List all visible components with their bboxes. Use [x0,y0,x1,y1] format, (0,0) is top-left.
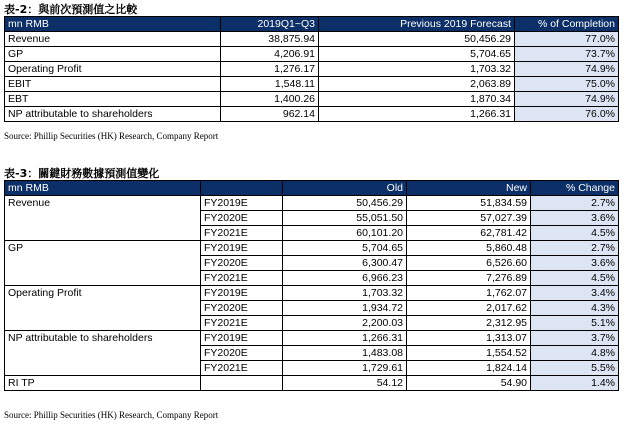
row-new: 1,824.14 [407,361,531,376]
table-header-row [5,17,619,32]
row-item: Operating Profit [5,286,201,301]
row-forecast: 1,266.31 [319,107,515,122]
table-row [5,331,619,346]
row-actual: 1,548.11 [221,77,319,92]
row-old: 55,051.50 [283,211,407,226]
row-old: 1,703.32 [283,286,407,301]
row-item [5,256,201,271]
row-actual: 4,206.91 [221,47,319,62]
table-row [5,361,619,376]
row-change: 3.6% [531,211,619,226]
row-old: 5,704.65 [283,241,407,256]
row-forecast: 5,704.65 [319,47,515,62]
header-actual: 2019Q1~Q3 [221,17,319,32]
row-period: FY2021E [201,361,283,376]
row-period: FY2019E [201,286,283,301]
row-item: Revenue [5,196,201,211]
row-change: 1.4% [531,376,619,391]
row-actual: 38,875.94 [221,32,319,47]
row-old: 1,266.31 [283,331,407,346]
row-item: EBIT [5,77,221,92]
table-row [5,196,619,211]
row-change: 5.5% [531,361,619,376]
row-change: 2.7% [531,196,619,211]
row-new: 51,834.59 [407,196,531,211]
row-new: 62,781.42 [407,226,531,241]
row-item [5,346,201,361]
row-old: 6,966.23 [283,271,407,286]
header-item: mn RMB [5,181,201,196]
row-item [5,316,201,331]
row-old: 60,101.20 [283,226,407,241]
table-row [5,211,619,226]
row-completion: 74.9% [515,92,619,107]
row-new: 1,762.07 [407,286,531,301]
row-old: 1,934.72 [283,301,407,316]
row-forecast: 1,870.34 [319,92,515,107]
row-item: RI TP [5,376,201,391]
row-change: 2.7% [531,241,619,256]
row-change: 3.6% [531,256,619,271]
row-item: NP attributable to shareholders [5,331,201,346]
row-new: 2,017.62 [407,301,531,316]
row-item: GP [5,47,221,62]
row-item: NP attributable to shareholders [5,107,221,122]
row-new: 1,554.52 [407,346,531,361]
table1-source: Source: Phillip Securities (HK) Research, Company Report [4,131,219,141]
row-new: 6,526.60 [407,256,531,271]
row-period: FY2021E [201,271,283,286]
row-change: 3.4% [531,286,619,301]
row-new: 54.90 [407,376,531,391]
table-row [5,107,619,122]
header-completion: % of Completion [515,17,619,32]
row-old: 1,729.61 [283,361,407,376]
row-period: FY2020E [201,301,283,316]
row-completion: 75.0% [515,77,619,92]
header-forecast: Previous 2019 Forecast [319,17,515,32]
row-new: 1,313.07 [407,331,531,346]
row-old: 54.12 [283,376,407,391]
table2-title: 表-3：關鍵財務數據預測值變化 [4,167,160,180]
row-period: FY2021E [201,316,283,331]
row-old: 6,300.47 [283,256,407,271]
row-item: GP [5,241,201,256]
row-new: 7,276.89 [407,271,531,286]
row-item [5,211,201,226]
table-row [5,301,619,316]
row-completion: 77.0% [515,32,619,47]
row-period [201,376,283,391]
row-item [5,226,201,241]
table-row [5,286,619,301]
row-completion: 73.7% [515,47,619,62]
row-old: 2,200.03 [283,316,407,331]
row-period: FY2019E [201,241,283,256]
row-completion: 74.9% [515,62,619,77]
header-period [201,181,283,196]
row-change: 3.7% [531,331,619,346]
row-new: 2,312.95 [407,316,531,331]
row-actual: 1,276.17 [221,62,319,77]
table-row [5,346,619,361]
table-row [5,256,619,271]
table-row [5,92,619,107]
header-change: % Change [531,181,619,196]
row-change: 5.1% [531,316,619,331]
row-actual: 1,400.26 [221,92,319,107]
row-old: 50,456.29 [283,196,407,211]
row-forecast: 50,456.29 [319,32,515,47]
table-row [5,376,619,391]
row-new: 5,860.48 [407,241,531,256]
completion-table [4,16,619,122]
row-change: 4.5% [531,271,619,286]
table-row [5,241,619,256]
row-change: 4.3% [531,301,619,316]
row-item [5,271,201,286]
row-item: EBT [5,92,221,107]
row-completion: 76.0% [515,107,619,122]
table-row [5,77,619,92]
table-row [5,32,619,47]
row-period: FY2020E [201,211,283,226]
row-period: FY2020E [201,346,283,361]
row-period: FY2019E [201,196,283,211]
header-old: Old [283,181,407,196]
table-row [5,62,619,77]
table-row [5,226,619,241]
row-item: Operating Profit [5,62,221,77]
table1-title: 表-2：與前次預測值之比較 [4,3,138,16]
forecast-change-table [4,180,619,391]
header-new: New [407,181,531,196]
row-change: 4.5% [531,226,619,241]
table-header-row [5,181,619,196]
row-forecast: 1,703.32 [319,62,515,77]
row-new: 57,027.39 [407,211,531,226]
table2-source: Source: Phillip Securities (HK) Research, Company Report [4,410,219,420]
table-row [5,271,619,286]
row-period: FY2021E [201,226,283,241]
row-change: 4.8% [531,346,619,361]
row-period: FY2019E [201,331,283,346]
row-old: 1,483.08 [283,346,407,361]
header-item: mn RMB [5,17,221,32]
row-item: Revenue [5,32,221,47]
row-item [5,361,201,376]
row-item [5,301,201,316]
table-row [5,316,619,331]
row-forecast: 2,063.89 [319,77,515,92]
row-actual: 962.14 [221,107,319,122]
table-row [5,47,619,62]
row-period: FY2020E [201,256,283,271]
